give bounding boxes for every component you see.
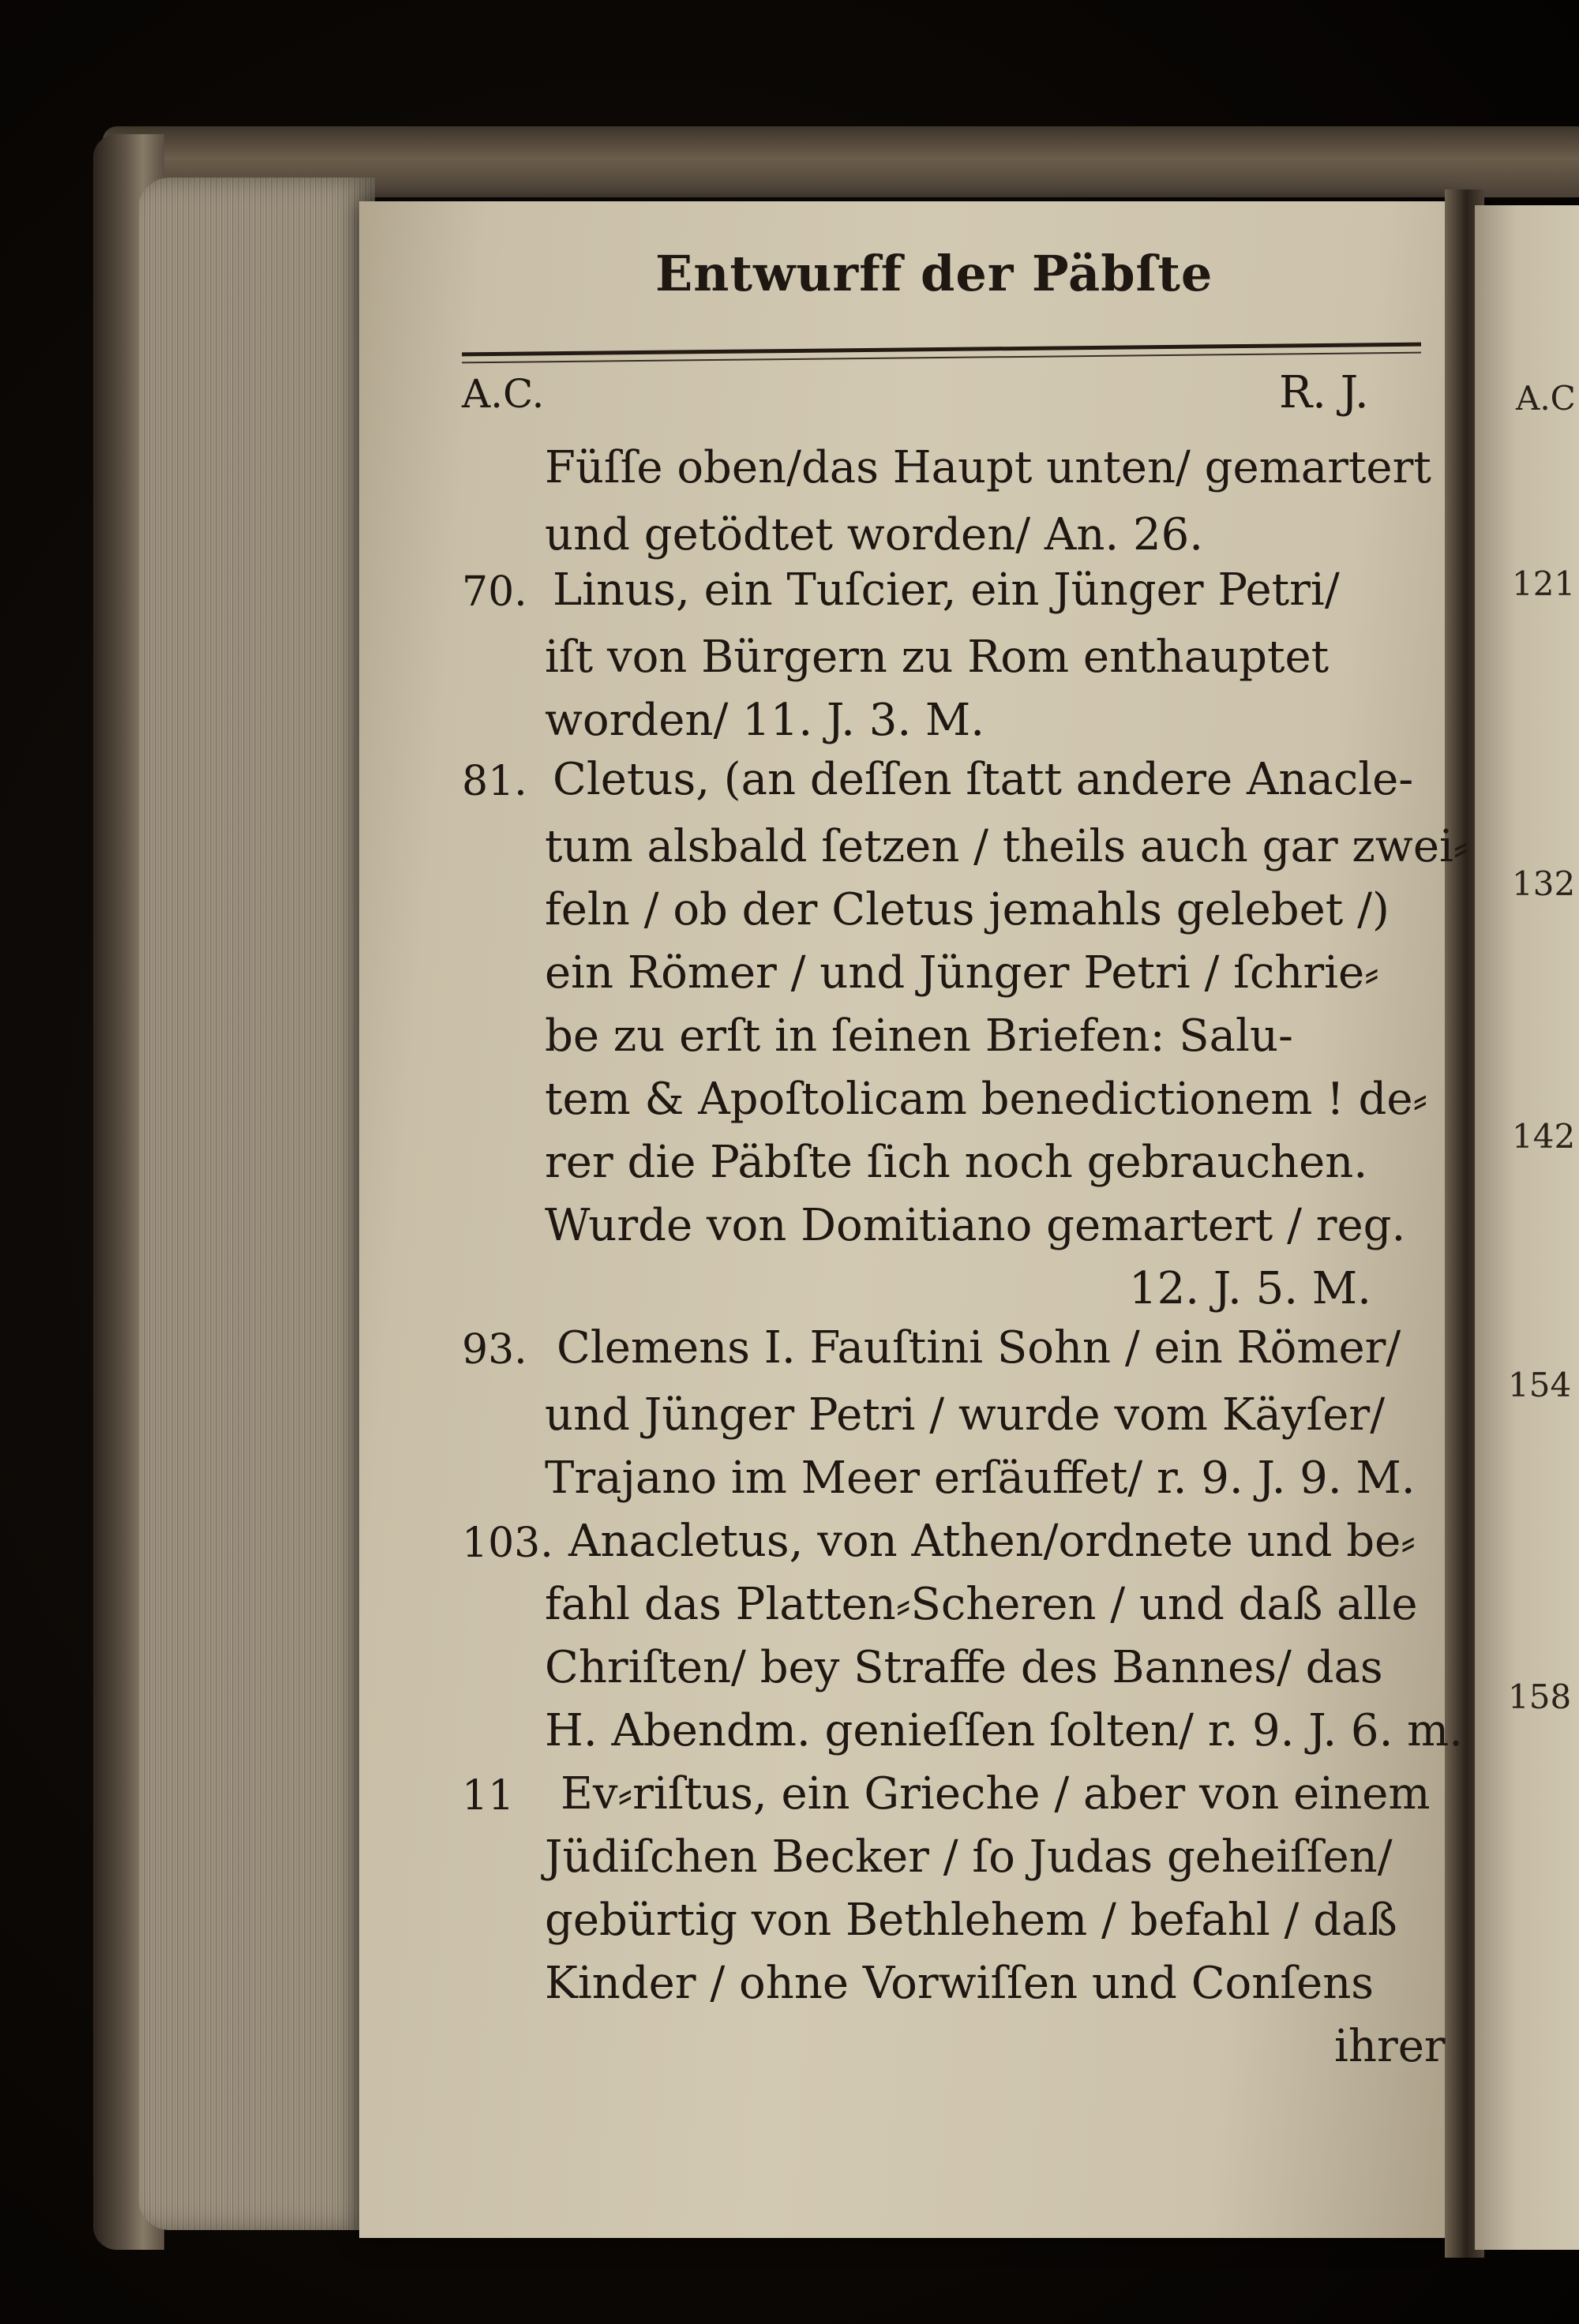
text-line: Jüdiſchen Becker / ſo Judas geheiſſen/ <box>545 1831 1393 1883</box>
right-page-text: 132 <box>1512 864 1576 903</box>
text-line: rer die Päbſte ſich noch gebrauchen. <box>545 1137 1368 1188</box>
right-page-text: 121 <box>1512 564 1576 603</box>
running-header: Entwurff der Päbſte <box>655 245 1213 302</box>
text-line: Kinder / ohne Vorwiſſen und Conſens <box>545 1958 1374 2009</box>
text-line: Linus, ein Tuſcier, ein Jünger Petri/ <box>553 564 1340 616</box>
text-line: gebürtig von Bethlehem / befahl / daß <box>545 1895 1397 1946</box>
right-page-text: 154 <box>1508 1366 1572 1404</box>
text-line: Chriſten/ bey Straffe des Bannes/ das <box>545 1642 1383 1693</box>
text-line: tum alsbald ſetzen / theils auch gar zwei⸗ <box>545 821 1468 872</box>
text-line: iſt von Bürgern zu Rom enthauptet <box>545 632 1330 683</box>
year-number: 81. <box>462 758 527 805</box>
text-line: Wurde von Domitiano gemartert / reg. <box>545 1200 1406 1251</box>
text-line: Ev⸗riſtus, ein Grieche / aber von einem <box>561 1768 1431 1820</box>
text-line: Füſſe oben/das Haupt unten/ gemartert <box>545 442 1431 493</box>
year-number: 93. <box>462 1326 527 1374</box>
text-line: tem & Apoſtolicam benedictionem ! de⸗ <box>545 1074 1428 1125</box>
text-line: worden/ 11. J. 3. M. <box>545 695 985 746</box>
text-line: Anacletus, von Athen/ordnete und be⸗ <box>568 1516 1416 1567</box>
right-page-text: 158 <box>1508 1677 1572 1716</box>
text-line: be zu erſt in ſeinen Briefen: Salu- <box>545 1010 1293 1062</box>
text-line: ein Römer / und Jünger Petri / ſchrie⸗ <box>545 947 1379 999</box>
year-number: 103. <box>462 1520 553 1567</box>
text-line: H. Abendm. genieſſen ſolten/ r. 9. J. 6. m. <box>545 1705 1464 1756</box>
text-line: und getödtet worden/ An. 26. <box>545 509 1204 560</box>
year-number: 70. <box>462 568 527 616</box>
text-line: Trajano im Meer erſäuffet/ r. 9. J. 9. M. <box>545 1452 1416 1504</box>
right-page-text: A.C <box>1516 379 1576 418</box>
catchword: ihrer <box>1334 2021 1446 2072</box>
column-label-anno-christi: A.C. <box>462 371 545 417</box>
text-line: Cletus, (an deſſen ſtatt andere Anacle- <box>553 754 1414 805</box>
right-page-text: 142 <box>1512 1117 1576 1156</box>
text-line: Clemens I. Fauſtini Sohn / ein Römer/ <box>557 1322 1401 1374</box>
text-line: feln / ob der Cletus jemahls gelebet /) <box>545 884 1390 935</box>
column-label-regierungs-jahre: R. J. <box>1279 367 1369 418</box>
text-line: fahl das Platten⸗Scheren / und daß alle <box>545 1579 1418 1630</box>
text-line: 12. J. 5. M. <box>1129 1263 1371 1314</box>
year-number: 11 <box>462 1772 515 1820</box>
text-line: und Jünger Petri / wurde vom Käyſer/ <box>545 1389 1386 1441</box>
